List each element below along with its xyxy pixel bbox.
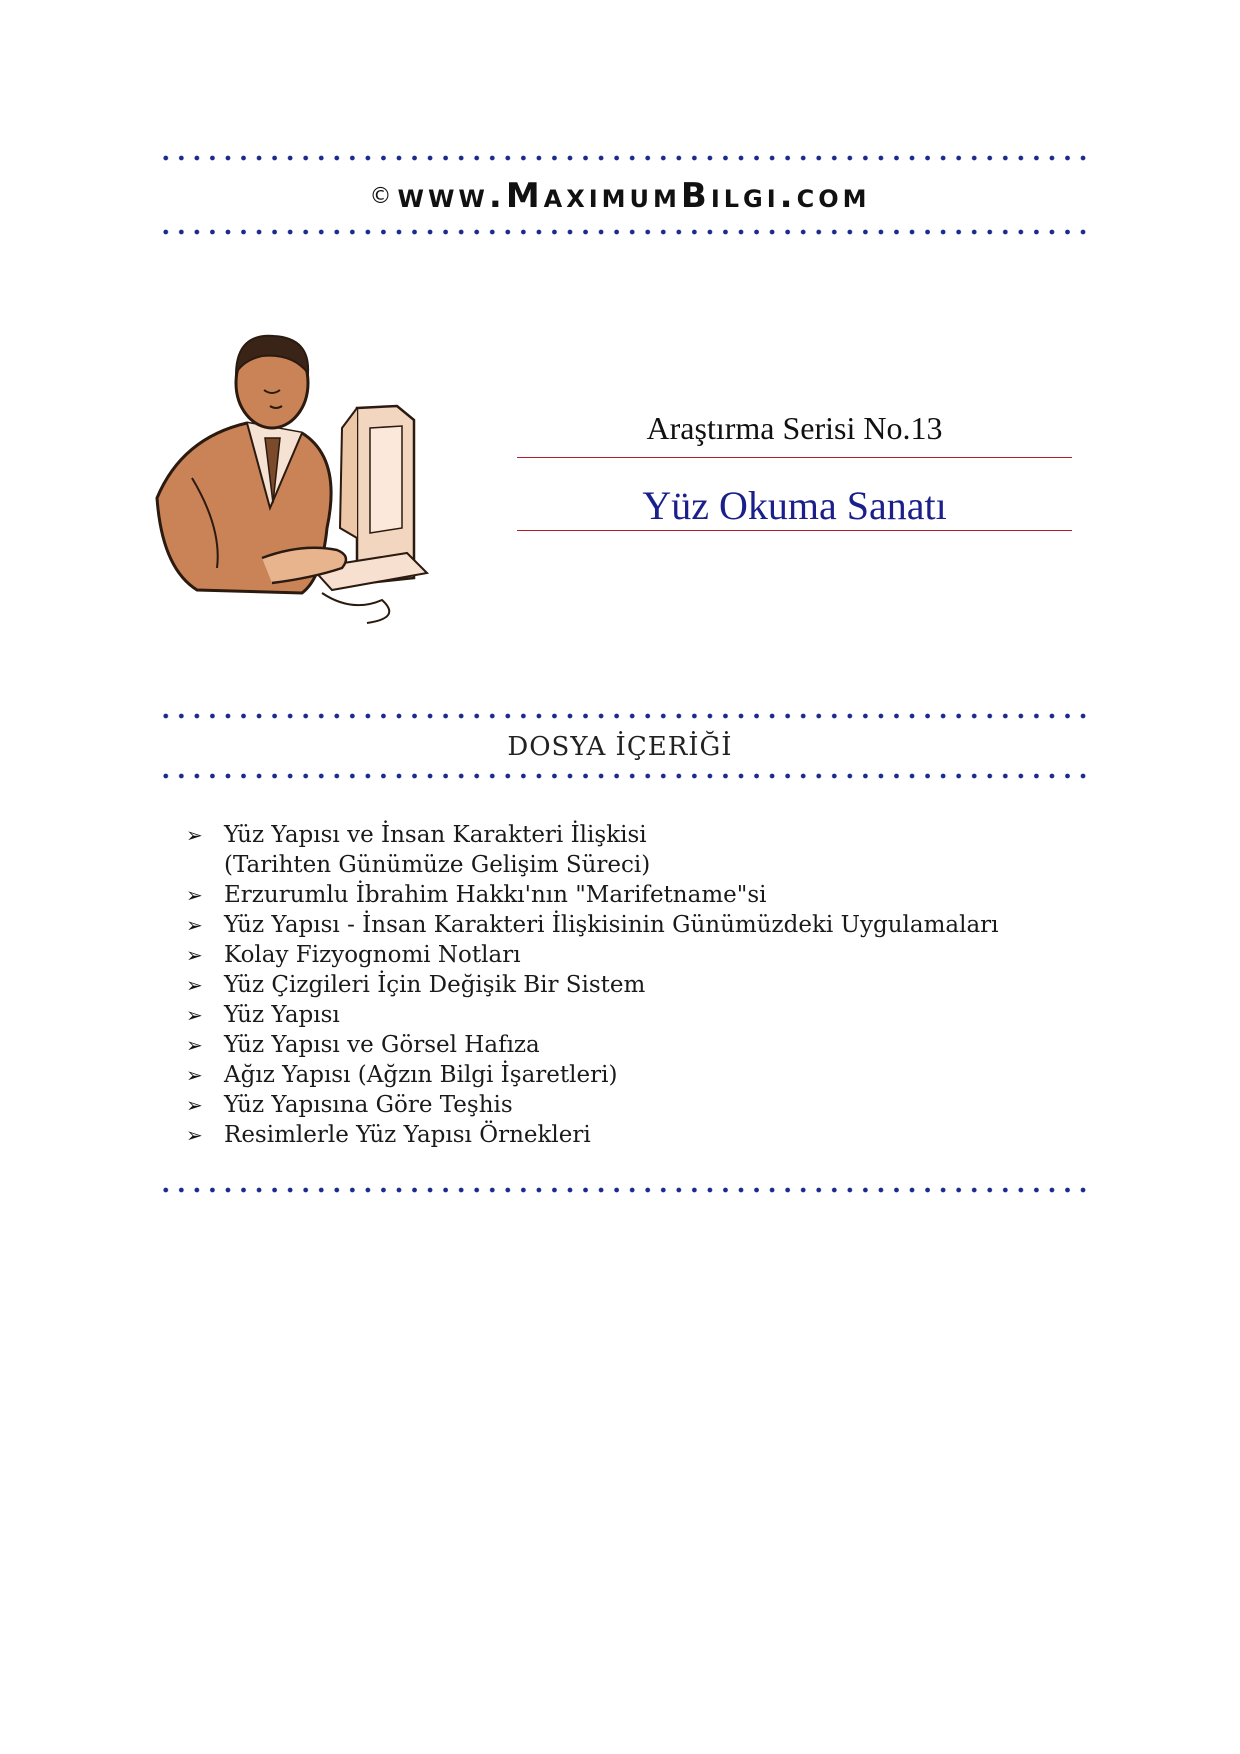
- site-banner: [0, 176, 1240, 216]
- dotted-divider-top: [158, 155, 1088, 161]
- arrow-bullet-icon: ➢: [186, 883, 203, 907]
- arrow-bullet-icon: ➢: [186, 823, 203, 847]
- dotted-divider-contents-top: [158, 713, 1088, 719]
- series-label: Araştırma Serisi No.13: [646, 410, 943, 446]
- arrow-bullet-icon: ➢: [186, 973, 203, 997]
- list-item: ➢ Ağız Yapısı (Ağzın Bilgi İşaretleri): [186, 1062, 618, 1088]
- copyright-symbol: ©: [369, 184, 392, 209]
- list-item: ➢ Resimlerle Yüz Yapısı Örnekleri: [186, 1122, 591, 1148]
- arrow-bullet-icon: ➢: [186, 1003, 203, 1027]
- arrow-bullet-icon: ➢: [186, 1123, 203, 1147]
- dotted-divider-bottom: [158, 1187, 1088, 1193]
- title-underline: [517, 530, 1072, 531]
- man-at-computer-clipart: [152, 328, 462, 628]
- document-title: Yüz Okuma Sanatı: [642, 483, 947, 528]
- list-item: ➢ Yüz Yapısı ve Görsel Hafıza: [186, 1032, 540, 1058]
- list-item: ➢ Yüz Yapısı: [186, 1002, 340, 1028]
- arrow-bullet-icon: ➢: [186, 1063, 203, 1087]
- list-item: ➢ Kolay Fizyognomi Notları: [186, 942, 521, 968]
- list-item: ➢ Yüz Yapısı - İnsan Karakteri İlişkisinin Günümüzdeki Uygulamaları: [186, 912, 999, 938]
- arrow-bullet-icon: ➢: [186, 943, 203, 967]
- dotted-divider-contents-bottom: [158, 773, 1088, 779]
- list-item-continuation: (Tarihten Günümüze Gelişim Süreci): [224, 852, 651, 878]
- site-name: www.MaximumBilgi.com: [397, 176, 871, 216]
- arrow-bullet-icon: ➢: [186, 1093, 203, 1117]
- dotted-divider-header-bottom: [158, 229, 1088, 235]
- list-item: ➢ Yüz Yapısına Göre Teşhis: [186, 1092, 513, 1118]
- contents-list: [186, 820, 1086, 1150]
- series-underline: [517, 457, 1072, 458]
- contents-heading: DOSYA İÇERİĞİ: [507, 732, 733, 762]
- list-item: ➢ Yüz Yapısı ve İnsan Karakteri İlişkisi: [186, 822, 647, 848]
- list-item: ➢ Erzurumlu İbrahim Hakkı'nın "Marifetname"si: [186, 882, 767, 908]
- list-item: ➢ Yüz Çizgileri İçin Değişik Bir Sistem: [186, 972, 646, 998]
- arrow-bullet-icon: ➢: [186, 913, 203, 937]
- arrow-bullet-icon: ➢: [186, 1033, 203, 1057]
